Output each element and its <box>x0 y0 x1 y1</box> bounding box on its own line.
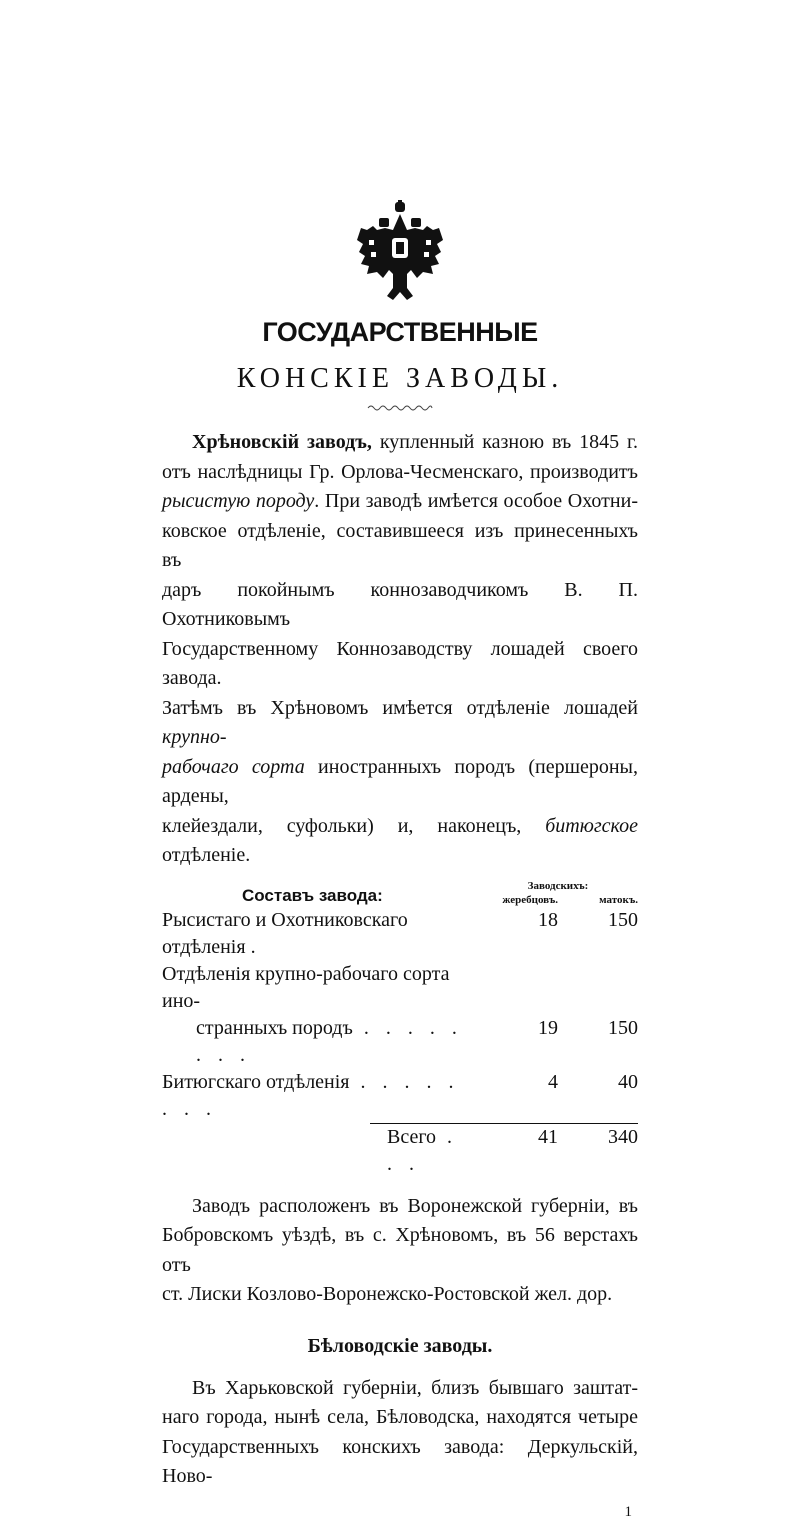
column-group-header: Заводскихъ: <box>527 879 589 892</box>
page-title: ГОСУДАРСТВЕННЫЕ <box>262 317 538 347</box>
table-row <box>162 961 638 1015</box>
table-header <box>162 879 638 907</box>
text-line: Бобровскомъ уѣздѣ, въ с. Хрѣновомъ, въ 56 верстахъ отъ <box>162 1224 638 1276</box>
table-row <box>162 907 638 961</box>
page-subtitle: КОНСКІЕ ЗАВОДЫ. <box>236 363 564 394</box>
leader-dots: . . . . . . . . <box>196 1016 463 1066</box>
stud-composition-table <box>162 879 638 1178</box>
mares-value: 150 <box>608 1016 638 1039</box>
section-belovodsk-text <box>162 1374 638 1492</box>
row-label <box>162 907 478 961</box>
italic-term: рабочаго сорта <box>162 755 305 778</box>
mares-value: 40 <box>618 1070 638 1093</box>
table-row <box>162 1015 638 1069</box>
row-name: Битюгскаго отдѣленія <box>162 1070 350 1093</box>
total-stallions-value: 41 <box>538 1125 558 1148</box>
stallions-value: 19 <box>538 1016 558 1039</box>
leader-dots: . . . . . . . . <box>162 1070 460 1120</box>
stallions-value <box>478 961 558 1015</box>
column-group <box>478 879 638 907</box>
italic-term: крупно- <box>162 726 227 748</box>
row-name: странныхъ породъ <box>196 1016 353 1039</box>
text-line: ст. Лиски Козлово-Воронежско-Ростовской жел. дор. <box>162 1283 613 1305</box>
leader-dots: . <box>245 935 256 958</box>
text-line: даръ покойнымъ коннозаводчикомъ В. П. Охотниковымъ <box>162 578 638 630</box>
section-khrenovsky-text <box>162 428 638 871</box>
row-label <box>162 1015 478 1069</box>
divider-container <box>162 400 638 414</box>
text-line: Въ Харьковской губерніи, близъ бывшаго заштат- <box>192 1376 638 1399</box>
italic-term: рысистую породу <box>162 490 315 512</box>
column-header-mares: матокъ. <box>599 893 638 906</box>
page-number: 1 <box>624 1503 632 1520</box>
stallions-value: 4 <box>548 1070 558 1093</box>
stallions-value: 18 <box>538 908 558 931</box>
total-mares-value: 340 <box>608 1125 638 1148</box>
row-label <box>162 961 478 1015</box>
row-label <box>162 1069 478 1123</box>
italic-term: битюгское <box>545 814 638 837</box>
emblem-container <box>162 200 638 306</box>
text-line: ковское отдѣленіе, составившееся изъ принесенныхъ въ <box>162 519 638 571</box>
wavy-divider-icon <box>367 403 433 413</box>
text-line <box>162 428 638 458</box>
text-fragment: иностранныхъ породъ (першероны, ардены, <box>162 755 638 807</box>
double-headed-eagle-icon <box>355 200 445 305</box>
text-line <box>162 487 638 517</box>
section-heading-khrenovsky: Хрѣновскій заводъ, <box>192 431 372 453</box>
text-fragment: купленный казною въ 1845 г. <box>371 431 638 453</box>
table-row <box>162 1069 638 1123</box>
mares-value <box>558 961 638 1015</box>
text-line: Государственному Коннозаводству лошадей своего завода. <box>162 637 638 689</box>
leader-dots: . . . <box>387 1125 459 1175</box>
row-name: Отдѣленія крупно-рабочаго сорта ино- <box>162 962 450 1012</box>
text-fragment: Затѣмъ въ Хрѣновомъ имѣется отдѣленіе лошадей <box>162 696 638 719</box>
row-name: Рысистаго и Охотниковскаго отдѣленія <box>162 908 408 958</box>
total-label: Всего <box>387 1125 437 1148</box>
text-fragment: . При заводѣ имѣется особое Охотни- <box>314 490 638 512</box>
table-total-row <box>162 1124 638 1178</box>
section-khrenovsky-location <box>162 1192 638 1310</box>
document-page <box>162 0 638 1522</box>
text-line: Заводъ расположенъ въ Воронежской губерніи, въ <box>192 1194 638 1217</box>
text-line <box>162 694 638 753</box>
text-line <box>162 812 638 871</box>
text-fragment: клейездали, суфольки) и, наконецъ, <box>162 814 546 837</box>
text-line <box>162 753 638 812</box>
column-header-stallions: жеребцовъ. <box>502 893 558 906</box>
text-fragment: отдѣленіе. <box>162 844 251 866</box>
text-line: отъ наслѣдницы Гр. Орлова-Чесменскаго, производитъ <box>162 460 638 483</box>
section-heading-belovodsk: Бѣловодскіе заводы. <box>307 1334 493 1357</box>
table-caption: Составъ завода: <box>242 885 383 905</box>
mares-value: 150 <box>608 908 638 931</box>
text-line: наго города, нынѣ села, Бѣловодска, находятся четыре <box>162 1406 638 1428</box>
text-line: Государственныхъ конскихъ завода: Деркульскій, Ново- <box>162 1435 638 1487</box>
row-label <box>162 1124 478 1178</box>
